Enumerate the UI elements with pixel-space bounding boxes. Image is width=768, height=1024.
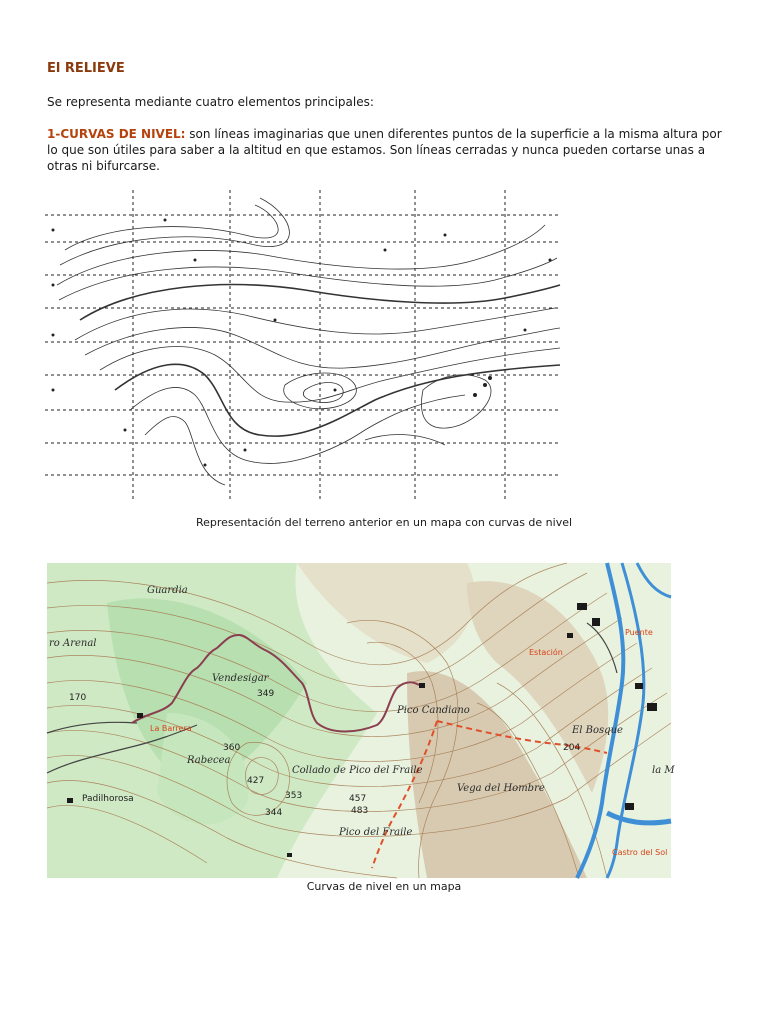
map-label-170: 170 [69, 693, 87, 703]
intro-text: Se representa mediante cuatro elementos principales: [47, 95, 374, 109]
map-label-estacion: Estación [529, 648, 563, 657]
map-label-la-barrera: La Barrera [150, 724, 192, 733]
map-label-guardia: Guardia [147, 585, 188, 596]
map-label-pico-fraile: Pico del Fraile [339, 827, 413, 838]
map-label-204: 204 [563, 743, 581, 753]
map-label-la-m: la M [652, 765, 675, 776]
map-label-rabecea: Rabecea [187, 755, 231, 766]
map-label-padilla: Padilhorosa [82, 794, 134, 804]
map-label-el-bosque: El Bosque [572, 725, 623, 736]
section-text: son líneas imaginarias que unen diferentes puntos de la superficie a la misma altura por lo que son útiles para saber a la altitud en que estamos. Son líneas cerradas y nunca pueden cortarse unas a otras ni bifurcarse. [47, 127, 722, 173]
map-label-427: 427 [247, 776, 265, 786]
page-title: El RELIEVE [47, 61, 125, 76]
map-label-vega: Vega del Hombre [457, 783, 545, 794]
map-label-arenal: ro Arenal [49, 638, 97, 649]
section-term: 1-CURVAS DE NIVEL: [47, 127, 186, 141]
map-label-collado: Collado de Pico del Fraile [292, 765, 423, 776]
map-label-344: 344 [265, 808, 283, 818]
map-label-vendesigar: Vendesigar [212, 673, 269, 684]
figure1-caption: Representación del terreno anterior en un mapa con curvas de nivel [195, 516, 573, 529]
map-label-pico-candiano: Pico Candiano [397, 705, 470, 716]
map-label-360: 360 [223, 743, 241, 753]
dashed-grid [45, 190, 560, 500]
spot-points [52, 219, 552, 467]
figure2-caption: Curvas de nivel en un mapa [306, 880, 462, 893]
topographic-map-figure [47, 563, 675, 878]
map-label-353: 353 [285, 791, 303, 801]
map-label-349: 349 [257, 689, 275, 699]
map-label-puente: Puente [625, 628, 653, 637]
map-label-castro: Castro del Sol [612, 848, 668, 857]
map-label-483: 483 [351, 806, 369, 816]
contour-sketch-figure [45, 190, 560, 500]
map-label-457: 457 [349, 794, 367, 804]
section-paragraph [47, 126, 727, 174]
